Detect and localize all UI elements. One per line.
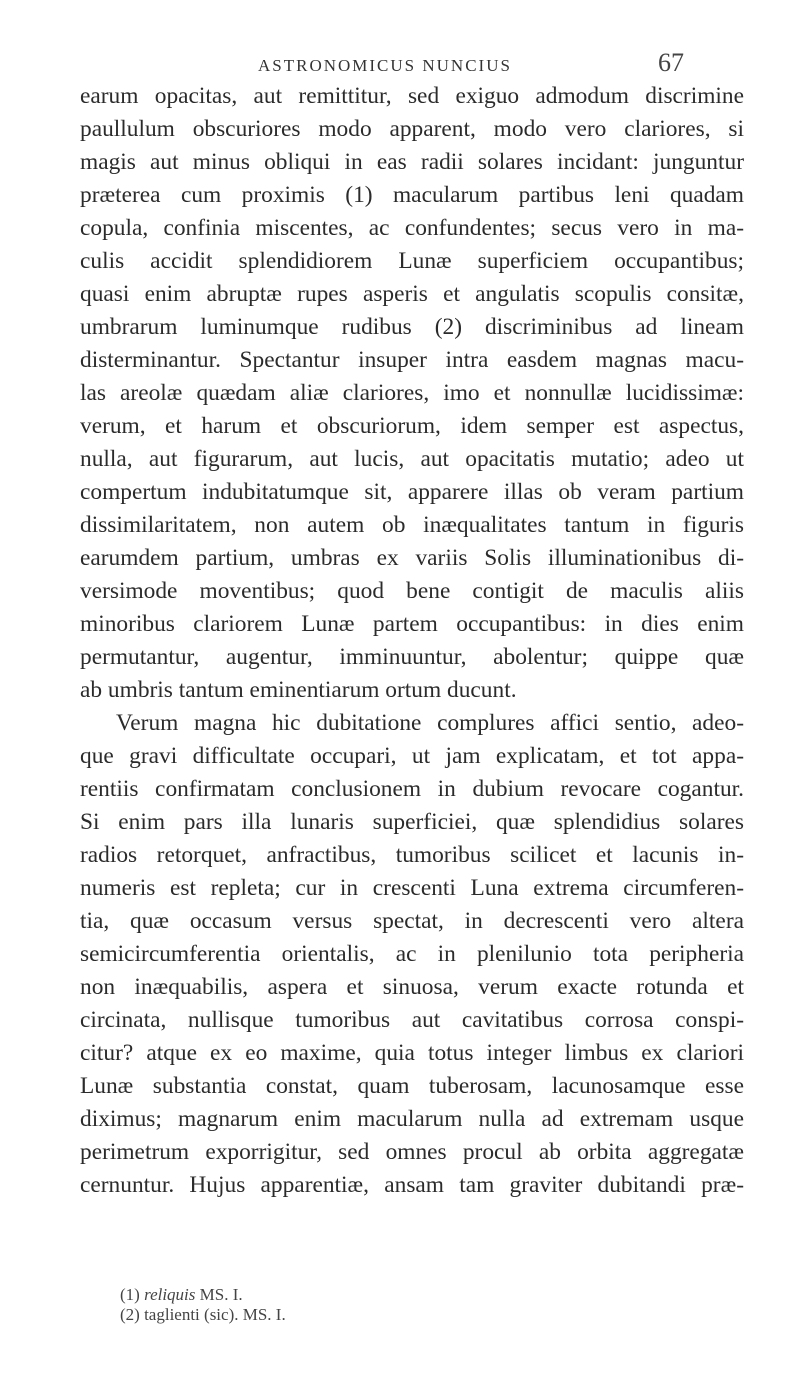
text-line: magis aut minus obliqui in eas radii solares incidant: junguntur — [80, 149, 744, 175]
footnote-marker: (2) — [120, 1305, 140, 1324]
text-line: semicircumferentia orientalis, ac in plenilunio tota peripheria — [80, 941, 744, 967]
text-line: Si enim pars illa lunaris superficiei, quæ splendidius solares — [80, 809, 744, 835]
text-line: minoribus clariorem Lunæ partem occupantibus: in dies enim — [80, 611, 744, 637]
footnote-text: MS. I. — [195, 1285, 243, 1304]
text-line: numeris est repleta; cur in crescenti Luna extrema circumferen- — [80, 875, 744, 901]
text-line: citur? atque ex eo maxime, quia totus integer limbus ex clariori — [80, 1040, 744, 1066]
running-header: ASTRONOMICUS NUNCIUS — [258, 56, 512, 75]
text-line: ab umbris tantum eminentiarum ortum ducunt. — [80, 677, 517, 703]
text-line: verum, et harum et obscuriorum, idem semper est aspectus, — [80, 413, 744, 439]
text-line: quasi enim abruptæ rupes asperis et angulatis scopulis consitæ, — [80, 281, 744, 307]
text-line: umbrarum luminumque rudibus (2) discriminibus ad lineam — [80, 314, 744, 340]
text-line: tia, quæ occasum versus spectat, in decrescenti vero altera — [80, 908, 744, 934]
text-line: perimetrum exporrigitur, sed omnes procul ab orbita aggregatæ — [80, 1139, 744, 1165]
text-line: versimode moventibus; quod bene contigit de maculis aliis — [80, 578, 744, 604]
footnote-marker: (1) — [120, 1285, 140, 1304]
text-line: compertum indubitatumque sit, apparere illas ob veram partium — [80, 479, 744, 505]
footnotes — [120, 1285, 286, 1325]
text-line: nulla, aut figurarum, aut lucis, aut opacitatis mutatio; adeo ut — [80, 446, 744, 472]
page-number: 67 — [658, 48, 684, 77]
text-line: permutantur, augentur, imminuuntur, abolentur; quippe quæ — [80, 644, 744, 670]
text-line: dissimilaritatem, non autem ob inæqualitates tantum in figuris — [80, 512, 744, 538]
text-line: Lunæ substantia constat, quam tuberosam, lacunosamque esse — [80, 1073, 744, 1099]
text-line: disterminantur. Spectantur insuper intra easdem magnas macu- — [80, 347, 744, 373]
text-line: rentiis confirmatam conclusionem in dubium revocare cogantur. — [80, 776, 744, 802]
text-line: paullulum obscuriores modo apparent, modo vero clariores, si — [80, 116, 744, 142]
footnote-text: taglienti (sic). MS. I. — [144, 1305, 286, 1324]
text-line: que gravi difficultate occupari, ut jam explicatam, et tot appa- — [80, 743, 744, 769]
text-line: diximus; magnarum enim macularum nulla ad extremam usque — [80, 1106, 744, 1132]
text-line: præterea cum proximis (1) macularum partibus leni quadam — [80, 182, 744, 208]
footnote — [120, 1285, 286, 1305]
footnote — [120, 1305, 286, 1325]
text-line: cernuntur. Hujus apparentiæ, ansam tam graviter dubitandi præ- — [80, 1172, 744, 1198]
text-line: circinata, nullisque tumoribus aut cavitatibus corrosa conspi- — [80, 1007, 744, 1033]
text-line: radios retorquet, anfractibus, tumoribus scilicet et lacunis in- — [80, 842, 744, 868]
text-line: non inæquabilis, aspera et sinuosa, verum exacte rotunda et — [80, 974, 744, 1000]
text-line: Verum magna hic dubitatione complures affici sentio, adeo- — [116, 710, 744, 736]
body-text — [80, 80, 744, 1202]
text-line: earum opacitas, aut remittitur, sed exiguo admodum discrimine — [80, 83, 744, 109]
text-line: culis accidit splendidiorem Lunæ superficiem occupantibus; — [80, 248, 744, 274]
text-line: las areolæ quædam aliæ clariores, imo et nonnullæ lucidissimæ: — [80, 380, 744, 406]
text-line: copula, confinia miscentes, ac confundentes; secus vero in ma- — [80, 215, 744, 241]
footnote-emphasis: reliquis — [144, 1285, 196, 1304]
text-line: earumdem partium, umbras ex variis Solis illuminationibus di- — [80, 545, 744, 571]
